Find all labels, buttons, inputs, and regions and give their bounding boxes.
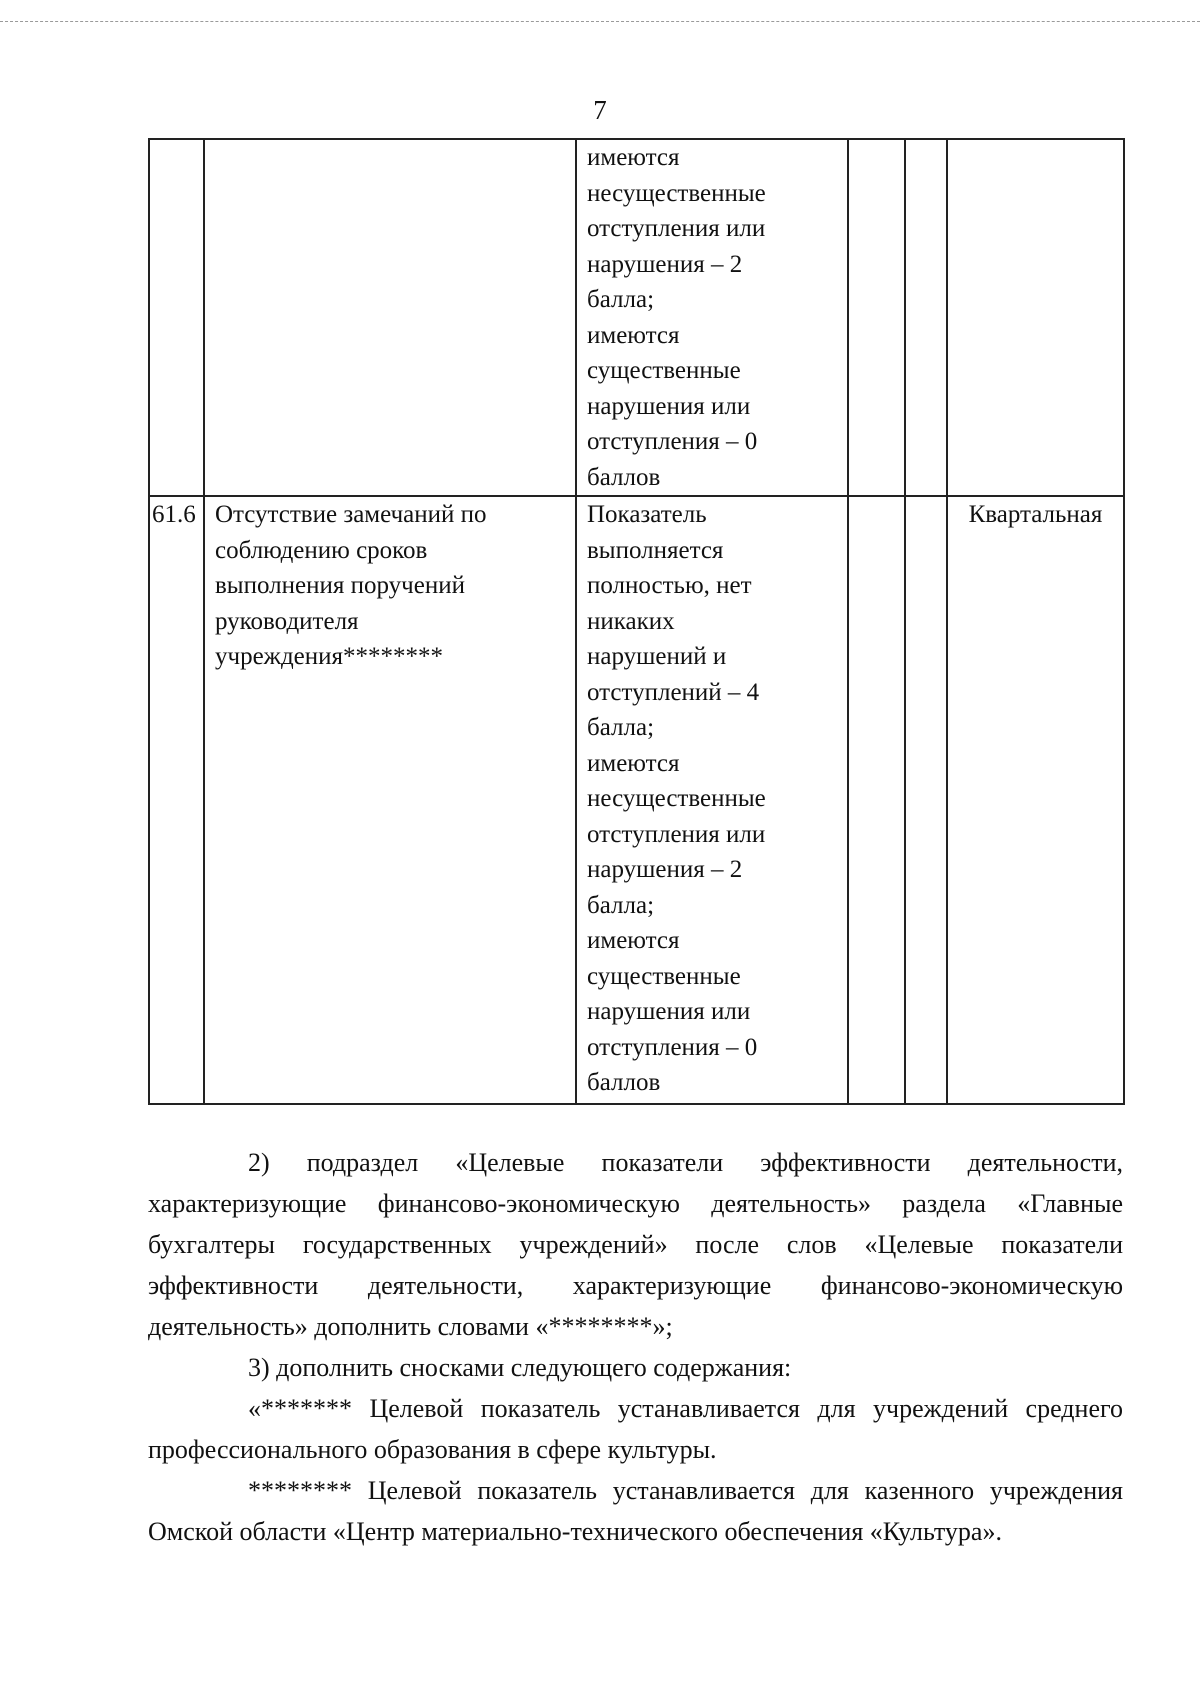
- indicators-table: [148, 138, 1125, 1105]
- frequency-cell: [947, 139, 1124, 496]
- criteria-line: баллов: [587, 463, 661, 491]
- criteria-line: имеются: [587, 321, 680, 349]
- empty-cell: [905, 139, 947, 496]
- criteria-line: имеются: [587, 749, 680, 777]
- empty-cell: [848, 496, 905, 1104]
- criteria-line: балла;: [587, 286, 655, 313]
- criteria-cell: [576, 139, 848, 496]
- criteria-line: нарушения или: [587, 392, 751, 420]
- criteria-line: отступления или: [587, 820, 766, 848]
- criteria-line: имеются: [587, 927, 680, 954]
- criteria-line: отступлений – 4: [587, 678, 760, 706]
- criteria-line: никаких: [587, 607, 675, 635]
- indicator-name-line: выполнения поручений: [215, 572, 465, 599]
- criteria-line: несущественные: [587, 785, 766, 812]
- empty-cell: [905, 496, 947, 1104]
- indicator-name-line: Отсутствие замечаний по: [215, 501, 487, 528]
- paragraph-footnotes-intro: 3) дополнить сносками следующего содержания:: [248, 1353, 792, 1382]
- criteria-line: отступления или: [587, 215, 766, 242]
- criteria-line: Показатель: [587, 501, 707, 528]
- criteria-line: отступления – 0: [587, 1033, 758, 1061]
- table-row: [149, 139, 1124, 496]
- criteria-line: балла;: [587, 714, 655, 741]
- criteria-cell: [576, 496, 848, 1104]
- frequency-cell: Квартальная: [947, 496, 1124, 1104]
- criteria-line: существенные: [587, 962, 741, 990]
- indicator-name-cell: [204, 139, 576, 496]
- table-row: [149, 496, 1124, 1104]
- indicator-name-cell: [204, 496, 576, 1104]
- row-number-cell: 61.6: [149, 496, 204, 1104]
- criteria-line: нарушения или: [587, 998, 751, 1025]
- criteria-line: существенные: [587, 357, 741, 384]
- row-number-cell: [149, 139, 204, 496]
- scan-edge-line: [0, 21, 1200, 22]
- criteria-line: балла;: [587, 891, 655, 919]
- criteria-line: выполняется: [587, 536, 724, 564]
- criteria-line: несущественные: [587, 179, 766, 207]
- criteria-line: баллов: [587, 1069, 661, 1096]
- page-number: 7: [593, 95, 607, 125]
- paragraph-subsection-amendment: 2) подраздел «Целевые показатели эффективности деятельности, характеризующие финансово-экономическую деятельность» раздела «Главные бухгалтеры государственных учреждений» после слов «Целевые показатели эффективности деятельности, характеризующие финансово-экономическую деятельность» дополнить словами «********»;: [148, 1148, 1123, 1341]
- footnote-8-stars: ******** Целевой показатель устанавливается для казенного учреждения Омской области «Центр материально-технического обеспечения «Культура».: [148, 1476, 1123, 1546]
- footnote-7-stars: «******* Целевой показатель устанавливается для учреждений среднего профессионального образования в сфере культуры.: [148, 1394, 1123, 1464]
- criteria-line: отступления – 0: [587, 428, 758, 455]
- indicator-name-line: соблюдению сроков: [215, 536, 428, 564]
- criteria-line: нарушения – 2: [587, 250, 743, 278]
- amendment-text: [148, 1142, 1123, 1552]
- indicator-name-line: руководителя: [215, 607, 359, 635]
- criteria-line: нарушения – 2: [587, 856, 743, 883]
- indicator-name-line: учреждения********: [215, 643, 444, 670]
- criteria-line: полностью, нет: [587, 572, 752, 599]
- criteria-line: имеются: [587, 144, 680, 171]
- empty-cell: [848, 139, 905, 496]
- criteria-line: нарушений и: [587, 643, 727, 670]
